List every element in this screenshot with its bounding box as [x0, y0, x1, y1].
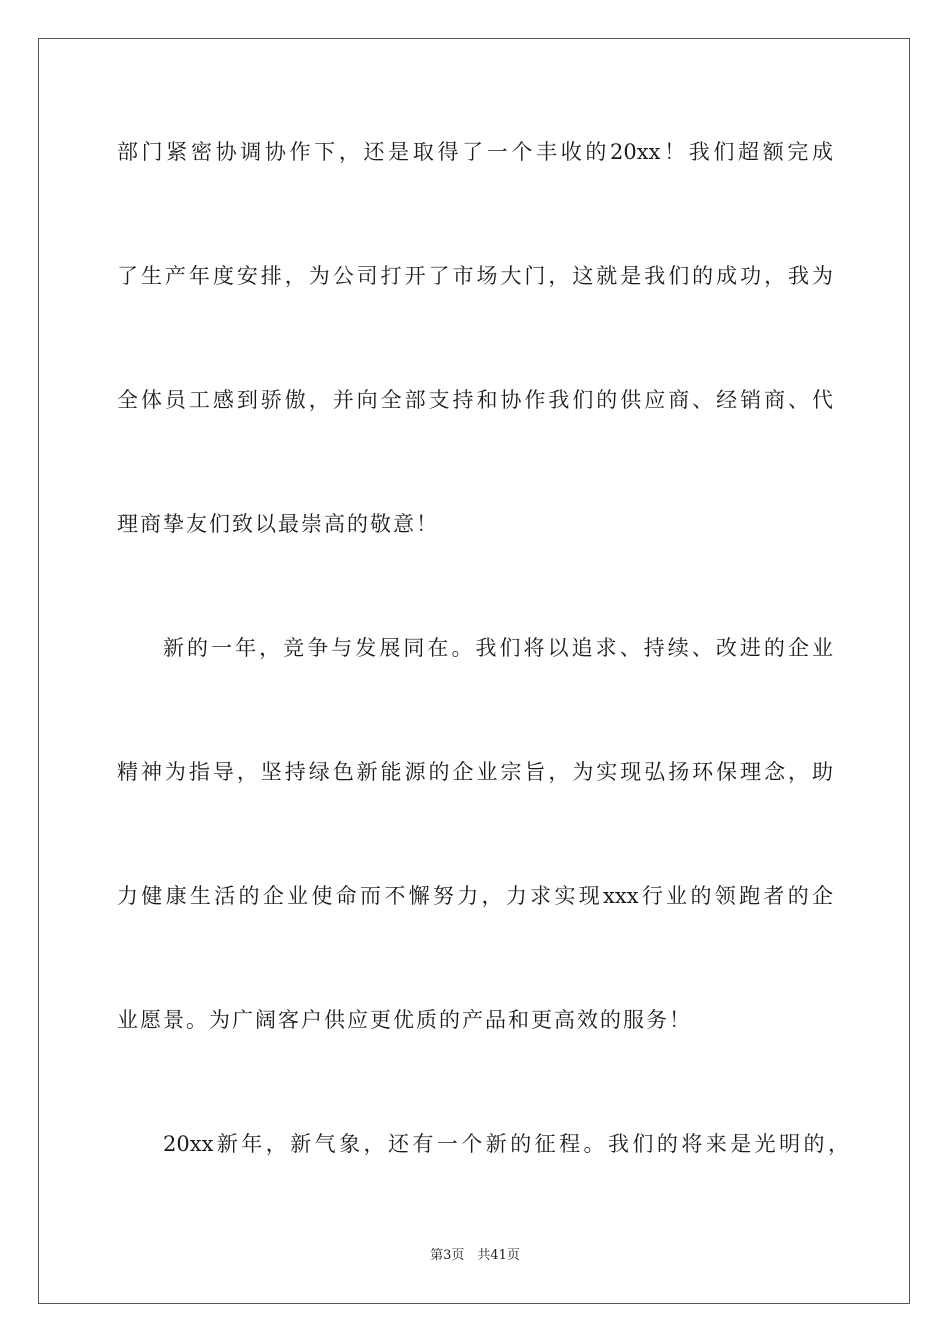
- text-line: 理商挚友们致以最崇高的敬意！: [117, 512, 439, 536]
- text-line: 力健康生活的企业使命而不懈努力，力求实现xxx行业的领跑者的企: [117, 884, 833, 908]
- text-line: 了生产年度安排，为公司打开了市场大门，这就是我们的成功，我为: [117, 264, 833, 288]
- text-line: 部门紧密协调协作下，还是取得了一个丰收的20xx！我们超额完成: [117, 140, 833, 164]
- text-line: 精神为指导，坚持绿色新能源的企业宗旨，为实现弘扬环保理念，助: [117, 760, 833, 784]
- page-number-footer: 第3页 共41页: [430, 1248, 520, 1263]
- page-border: [38, 38, 910, 1304]
- text-line: 全体员工感到骄傲，并向全部支持和协作我们的供应商、经销商、代: [117, 388, 833, 412]
- paragraph-first-line: 新的一年，竞争与发展同在。我们将以追求、持续、改进的企业: [163, 636, 833, 660]
- paragraph-first-line: 20xx新年，新气象，还有一个新的征程。我们的将来是光明的，: [163, 1132, 849, 1156]
- text-line: 业愿景。为广阔客户供应更优质的产品和更高效的服务！: [117, 1008, 692, 1032]
